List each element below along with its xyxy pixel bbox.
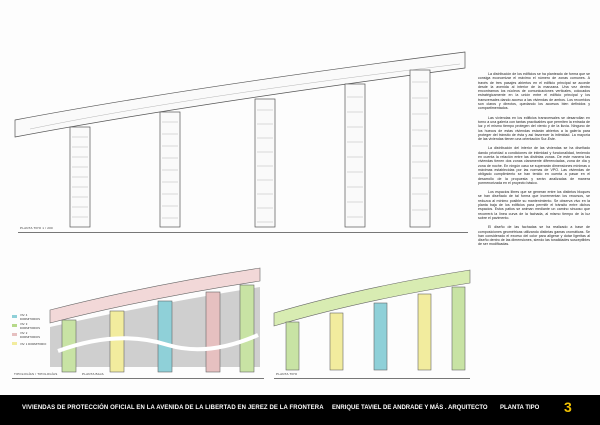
color-plan-block-3 xyxy=(374,303,387,370)
ground-floor-block-4 xyxy=(206,292,220,372)
top-floor-plan xyxy=(10,42,470,232)
legend-label: VIV. 4 DORMITORIOS xyxy=(19,312,40,321)
ground-floor-block-3 xyxy=(158,301,172,372)
project-description xyxy=(478,72,590,352)
ground-plan-caption-left: TIPOLOGÍAS / TIPOLOGÍAS xyxy=(14,372,58,376)
color-plan-block-5 xyxy=(452,287,465,370)
typology-legend xyxy=(12,312,48,348)
ground-plan-divider xyxy=(12,378,264,379)
page-number: 3 xyxy=(564,399,572,415)
legend-item xyxy=(12,321,48,330)
description-paragraph: Los espacios libres que se generan entre los distintos bloques se han diseñado de tal forma que incrementan los recursos, se reduzca al mínimo posible su mantenimiento. Se observa vivo en la planta baja de los edificios para permitir el tránsito entre dichos espacios. Estos patios se animan mediante un camino sinuoso que recorrerá la línea curva de la fachada, al mismo tiempo de la luz sobre el pavimento. xyxy=(478,190,590,220)
color-plan-block-1 xyxy=(286,322,299,370)
transverse-block-5 xyxy=(410,70,430,227)
project-title: VIVIENDAS DE PROTECCIÓN OFICIAL EN LA AVENIDA DE LA LIBERTAD EN JEREZ DE LA FRONTERA xyxy=(22,405,324,411)
description-paragraph: Las viviendas en los edificios transversales se desarrollan en torno a una galería con tantas practicables que permiten la entrada de luz y el mismo tiempo protegen del viento y de la lluvia. Ninguno de los huecos de estas viviendas estarán abiertos a la galería para proteger del tránsito de ésta y así favorecer la intimidad. La mayoría de las viviendas tienen una orientación Sur-Este. xyxy=(478,115,590,142)
legend-label: VIV. 3 DORMITORIOS xyxy=(19,321,40,330)
ground-floor-block-5 xyxy=(240,285,254,372)
legend-item xyxy=(12,339,48,348)
transverse-block-3 xyxy=(255,99,275,227)
top-plan-caption: PLANTA TIPO 1 / 200 xyxy=(20,226,53,230)
legend-item xyxy=(12,312,48,321)
legend-swatch xyxy=(12,333,17,336)
legend-swatch xyxy=(12,315,17,318)
ground-floor-plan xyxy=(48,265,263,375)
color-plan-divider xyxy=(274,378,470,379)
top-plan-divider xyxy=(18,232,468,233)
legend-label: VIV. 1 DORMITORIO xyxy=(20,341,47,346)
title-block-footer xyxy=(0,395,600,425)
color-plan-block-4 xyxy=(418,294,431,370)
description-paragraph: La distribución del interior de las viviendas se ha diseñado dando prioridad a condiciones de intimidad y funcionalidad, teniendo en cuenta la relación entre las distintas zonas. De este manera las viviendas tienen dos zonas claramente diferenciadas, zona de día y zona de noche. En ningún caso se superarán dimensiones mínimas o máximas establecidas por las normas de VPO. Las viviendas de obligado cumplimiento se han tenido en cuenta a pasar en el desarrollo de la propuesta y serán analizadas de manera pormenorizada en el proyecto básico. xyxy=(478,146,590,185)
architect-credit: ENRIQUE TAVIEL DE ANDRADE Y MÁS . ARQUITECTO xyxy=(332,405,488,411)
color-plan-block-2 xyxy=(330,313,343,370)
legend-item xyxy=(12,330,48,339)
sheet-name: PLANTA TIPO xyxy=(500,405,540,411)
legend-swatch xyxy=(12,342,17,345)
transverse-block-2 xyxy=(160,112,180,227)
color-plan-main-building xyxy=(274,270,470,326)
transverse-block-4 xyxy=(345,84,365,227)
main-curved-building xyxy=(15,52,465,137)
description-paragraph: El diseño de las fachadas se ha realizado a base de composiciones geométricas utilizando distintas gamas cromáticas. Se han considerado el exceso del color para aligerar y dotar ligeritas al diseño dentro de las dimensiones, siendo las tonalidades susceptibles de ser modificadas. xyxy=(478,225,590,247)
color-plan-caption: PLANTA TIPO xyxy=(276,372,298,376)
description-paragraph: La distribución de los edificios se ha planteado de forma que se consiga economizar el máximo el número de zonas comunes. A través de tres pasajes abiertos en el edificio principal se accede desde la avenida al interior de la manzana. Una vez dentro encontramos los núcleos de comunicaciones verticales, colocados estratégicamente en la unión entre el edificio principal y los transversales dando acceso a las viviendas de ambos. Los recorridos son claros y directos, quedando los accesos bien definidos y compartimentados. xyxy=(478,72,590,111)
typical-floor-color-plan xyxy=(272,265,472,375)
legend-label: VIV. 2 DORMITORIOS xyxy=(19,330,40,339)
ground-plan-caption-right: PLANTA BAJA xyxy=(82,372,104,376)
legend-swatch xyxy=(12,324,17,327)
ground-floor-block-2 xyxy=(110,311,124,372)
